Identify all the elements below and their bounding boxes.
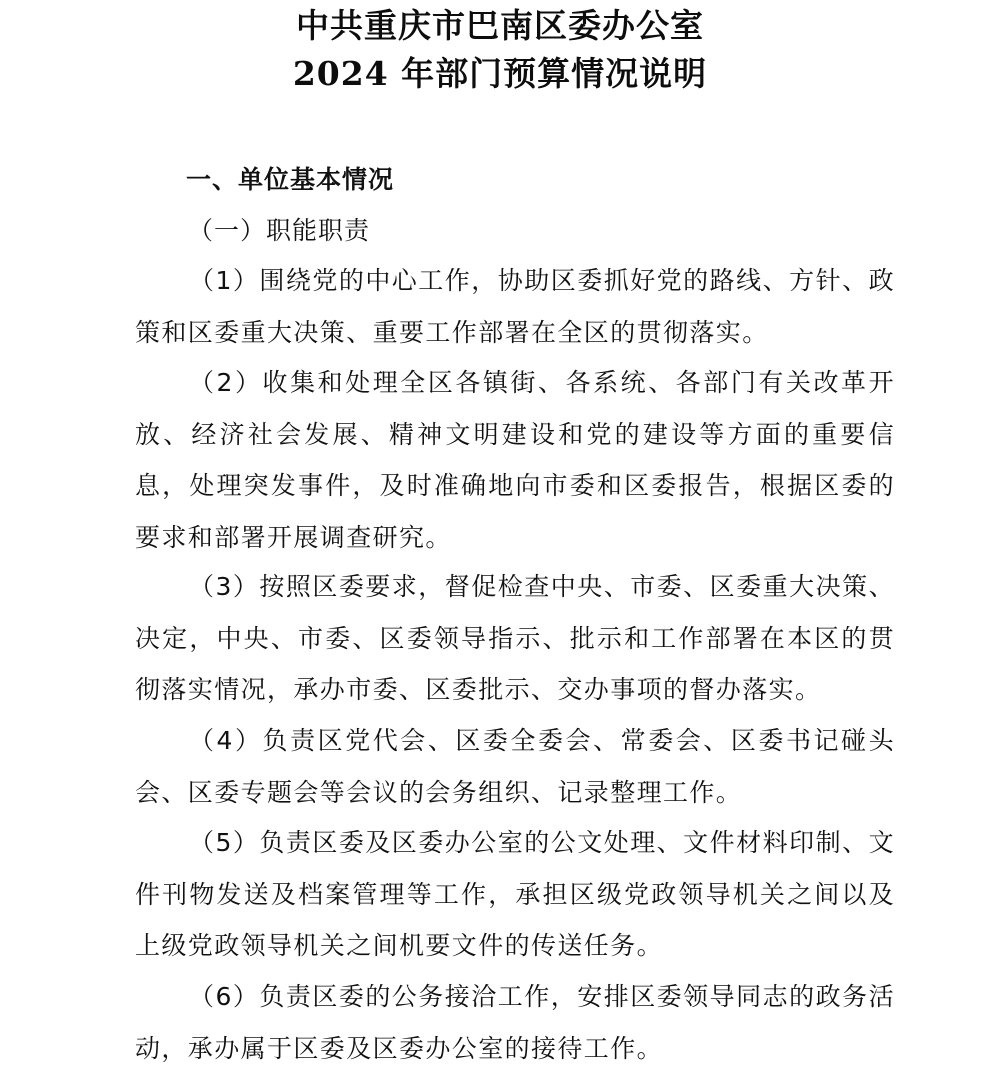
document-title-line-1: 中共重庆市巴南区委办公室	[296, 6, 704, 45]
paragraph-3: （3）按照区委要求，督促检查中央、市委、区委重大决策、决定，中央、市委、区委领导指示、批示和工作部署在本区的贯彻落实情况，承办市委、区委批示、交办事项的督办落实。	[135, 572, 895, 704]
paragraph-1: （1）围绕党的中心工作，协助区委抓好党的路线、方针、政策和区委重大决策、重要工作部署在全区的贯彻落实。	[135, 266, 895, 347]
paragraph-2: （2）收集和处理全区各镇街、各系统、各部门有关改革开放、经济社会发展、精神文明建设和党的建设等方面的重要信息，处理突发事件，及时准确地向市委和区委报告，根据区委的要求和部署开展调查研究。	[135, 368, 895, 552]
document-title-line-2: 2024 年部门预算情况说明	[292, 54, 708, 93]
paragraph-6: （6）负责区委的公务接洽工作，安排区委领导同志的政务活动，承办属于区委及区委办公室的接待工作。	[135, 982, 895, 1063]
subsection-heading: （一）职能职责	[188, 216, 371, 245]
paragraph-5: （5）负责区委及区委办公室的公文处理、文件材料印制、文件刊物发送及档案管理等工作，承担区级党政领导机关之间以及上级党政领导机关之间机要文件的传送任务。	[135, 828, 895, 960]
paragraph-4: （4）负责区党代会、区委全委会、常委会、区委书记碰头会、区委专题会等会议的会务组织、记录整理工作。	[135, 726, 895, 807]
section-heading: 一、单位基本情况	[186, 165, 395, 194]
